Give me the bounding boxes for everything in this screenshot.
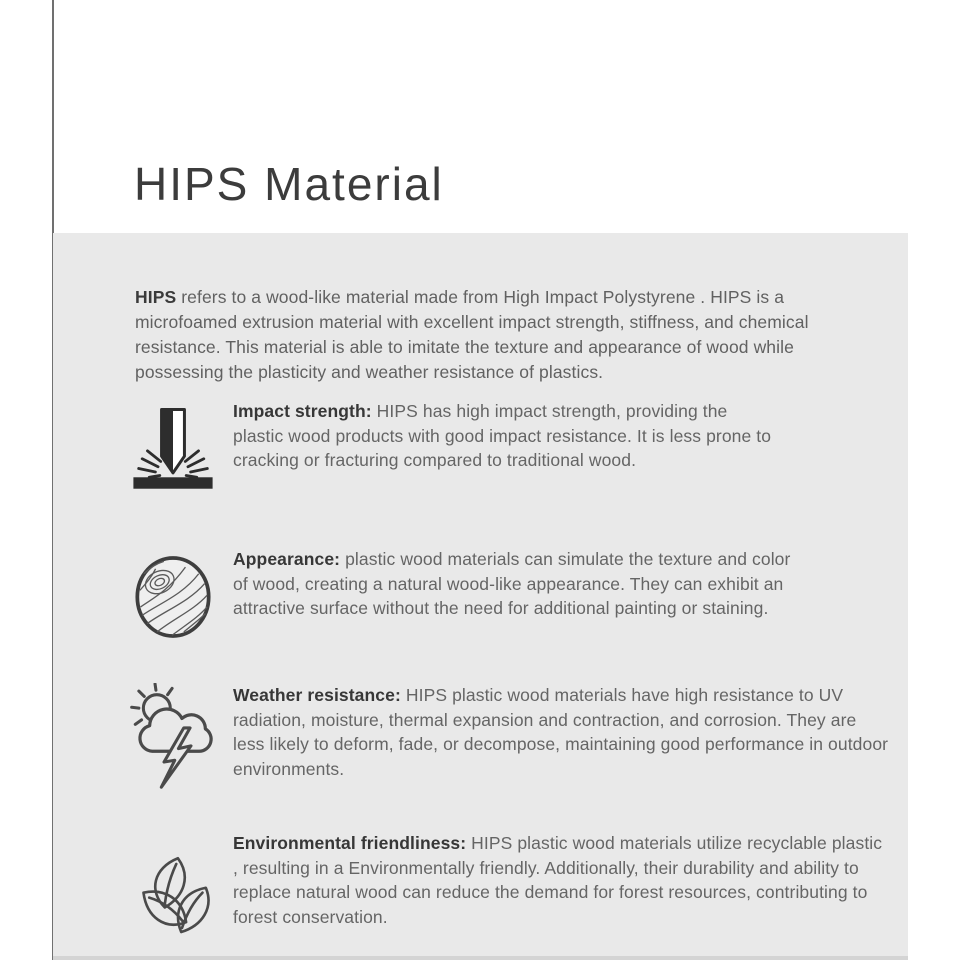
section-text (233, 831, 885, 929)
page-title: HIPS Material (134, 157, 444, 210)
section-heading: Weather resistance: (233, 685, 401, 705)
section-weather-resistance (113, 681, 889, 799)
section-impact-strength (113, 397, 781, 495)
section-text (233, 547, 791, 621)
section-heading: Appearance: (233, 549, 341, 569)
section-body: plastic wood materials can simulate the texture and color of wood, creating a natural wood-like appearance. They can exhibit an attractive surface without the need for additional painting or staining. (233, 549, 791, 618)
leaves-icon (132, 841, 214, 937)
section-body: HIPS plastic wood materials have high resistance to UV radiation, moisture, thermal expansion and contraction, and corrosion. They are less likely to deform, fade, or decompose, maintaining good performance in outdoor environments. (233, 685, 889, 779)
section-text (233, 399, 781, 473)
section-appearance (113, 545, 791, 639)
intro-paragraph (135, 285, 887, 385)
section-heading: Environmental friendliness: (233, 833, 467, 853)
intro-lead: HIPS (135, 286, 177, 307)
section-body: HIPS has high impact strength, providing the plastic wood products with good impact resistance. It is less prone to cracking or fracturing compared to traditional wood. (233, 401, 772, 470)
bottom-divider-strip (53, 956, 908, 960)
section-body: HIPS plastic wood materials utilize recyclable plastic , resulting in a Environmentally friendly. Additionally, their durability and ability to replace natural wood can reduce the demand for forest resources, contributing to forest conservation. (233, 833, 883, 927)
section-heading: Impact strength: (233, 401, 372, 421)
storm-cloud-icon (128, 683, 218, 789)
wood-grain-icon (134, 555, 212, 639)
content-panel (53, 233, 908, 960)
impact-strength-icon (129, 405, 217, 495)
section-text (233, 683, 889, 781)
section-environmental-friendliness (113, 829, 885, 947)
intro-text: refers to a wood-like material made from High Impact Polystyrene . HIPS is a microfoamed extrusion material with excellent impact strength, stiffness, and chemical resistance. This material is able to imitate the texture and appearance of wood while possessing the plasticity and weather resistance of plastics. (135, 286, 809, 382)
